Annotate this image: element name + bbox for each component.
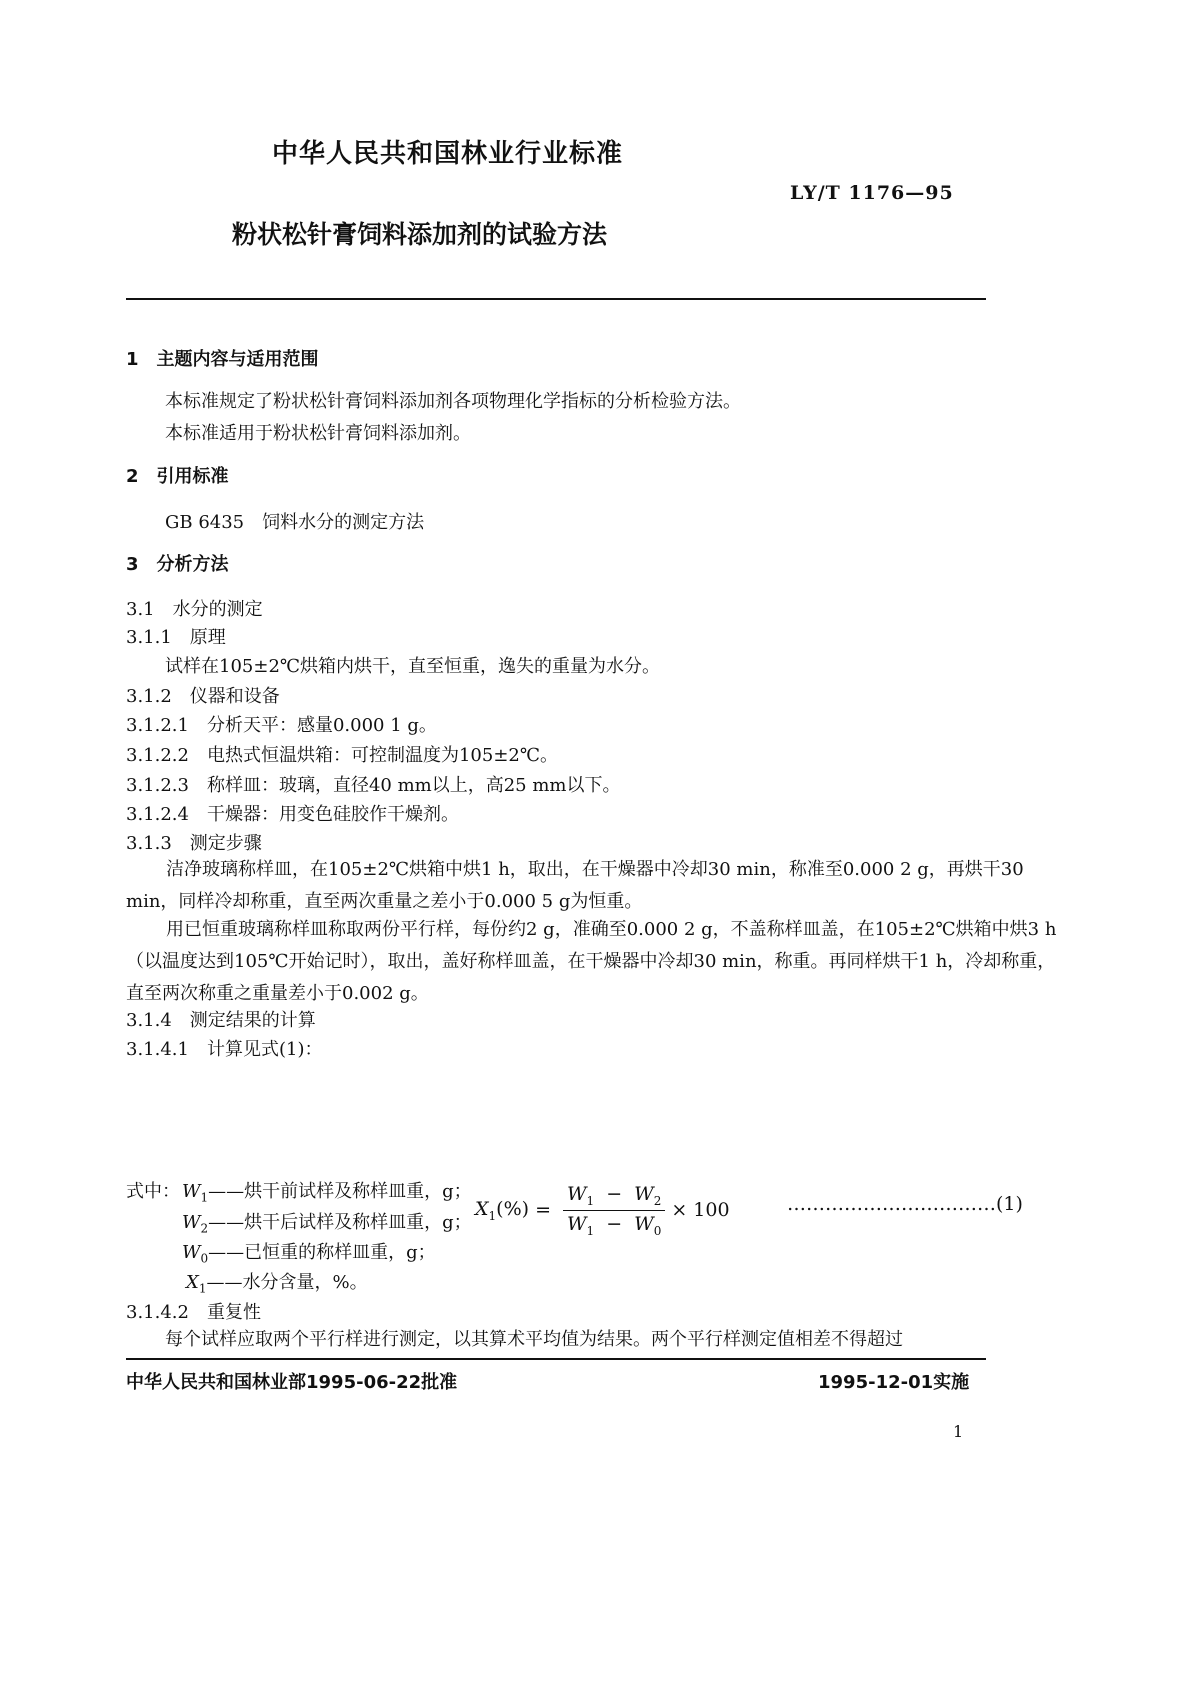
approval-info: 中华人民共和国林业部1995-06-22批准 [126, 1372, 458, 1393]
subsection-3-1-1: 3.1.1 原理 [126, 627, 226, 648]
subsection-3-1: 3.1 水分的测定 [126, 599, 263, 620]
document-title: 粉状松针膏饲料添加剂的试验方法 [232, 220, 608, 249]
subsection-3-1-3: 3.1.3 测定步骤 [126, 833, 262, 854]
formula-multiplier: × 100 [671, 1199, 730, 1222]
section-1-paragraph-2: 本标准适用于粉状松针膏饲料添加剂。 [165, 423, 471, 444]
definition-item: $X_1——$水分含量，%。 [186, 1272, 368, 1296]
item-3-1-4-2: 3.1.4.2 重复性 [126, 1302, 261, 1323]
equation-number: ……………………………(1) [787, 1193, 1023, 1215]
formula-denominator: $W_1 - W_0$ [566, 1212, 662, 1238]
principle-text: 试样在105±2℃烘箱内烘干，直至恒重，逸失的重量为水分。 [165, 656, 661, 677]
moisture-formula [475, 1183, 730, 1238]
definitions-intro: 式中： [126, 1181, 180, 1202]
formula-numerator: $W_1 - W_2$ [563, 1183, 665, 1211]
repeatability-text: 每个试样应取两个平行样进行测定，以其算术平均值为结果。两个平行样测定值相差不得超过 [165, 1329, 903, 1350]
item-3-1-2-4: 3.1.2.4 干燥器：用变色硅胶作干燥剂。 [126, 804, 459, 825]
section-1-heading: 1 主题内容与适用范围 [126, 349, 319, 370]
item-3-1-2-1: 3.1.2.1 分析天平：感量0.000 1 g。 [126, 715, 437, 736]
section-1-paragraph-1: 本标准规定了粉状松针膏饲料添加剂各项物理化学指标的分析检验方法。 [165, 391, 741, 412]
page-number: 1 [953, 1422, 964, 1441]
procedure-paragraph-2: 用已恒重玻璃称样皿称取两份平行样，每份约2 g，准确至0.000 2 g，不盖称样皿盖，在105±2℃烘箱中烘3 h（以温度达到105℃开始记时），取出，盖好称样皿盖，在干燥器中冷却30 min，称重。再同样烘干1 h，冷却称重，直至两次称重之重量差小于0.002 g。 [126, 919, 1057, 1004]
subsection-3-1-2: 3.1.2 仪器和设备 [126, 686, 280, 707]
definition-item: $W_2——$烘干后试样及称样皿重，g； [182, 1212, 472, 1236]
section-2-heading: 2 引用标准 [126, 466, 229, 487]
formula-equals: = [535, 1199, 551, 1222]
formula-lhs: $X_1(\%)$ [475, 1197, 530, 1223]
reference-standard: GB 6435 饲料水分的测定方法 [165, 512, 425, 533]
section-3-heading: 3 分析方法 [126, 554, 229, 575]
header-rule [126, 298, 986, 300]
definition-item: $W_0——$已恒重的称样皿重，g； [182, 1242, 436, 1266]
procedure-paragraph-1: 洁净玻璃称样皿，在105±2℃烘箱中烘1 h，取出，在干燥器中冷却30 min，称准至0.000 2 g，再烘干30 min，同样冷却称重，直至两次重量之差小于0.000 5 g为恒重。 [126, 859, 1024, 912]
subsection-3-1-4: 3.1.4 测定结果的计算 [126, 1010, 316, 1031]
footer-rule [126, 1358, 986, 1360]
item-3-1-4-1: 3.1.4.1 计算见式(1)： [126, 1039, 323, 1060]
implementation-date: 1995-12-01实施 [818, 1372, 970, 1393]
standard-code: LY/T 1176—95 [790, 182, 954, 204]
item-3-1-2-3: 3.1.2.3 称样皿：玻璃，直径40 mm以上，高25 mm以下。 [126, 775, 621, 796]
formula-fraction [563, 1183, 665, 1238]
item-3-1-2-2: 3.1.2.2 电热式恒温烘箱：可控制温度为105±2℃。 [126, 745, 558, 766]
definition-item: $W_1——$烘干前试样及称样皿重，g； [182, 1181, 472, 1205]
standard-org-title: 中华人民共和国林业行业标准 [272, 139, 624, 169]
